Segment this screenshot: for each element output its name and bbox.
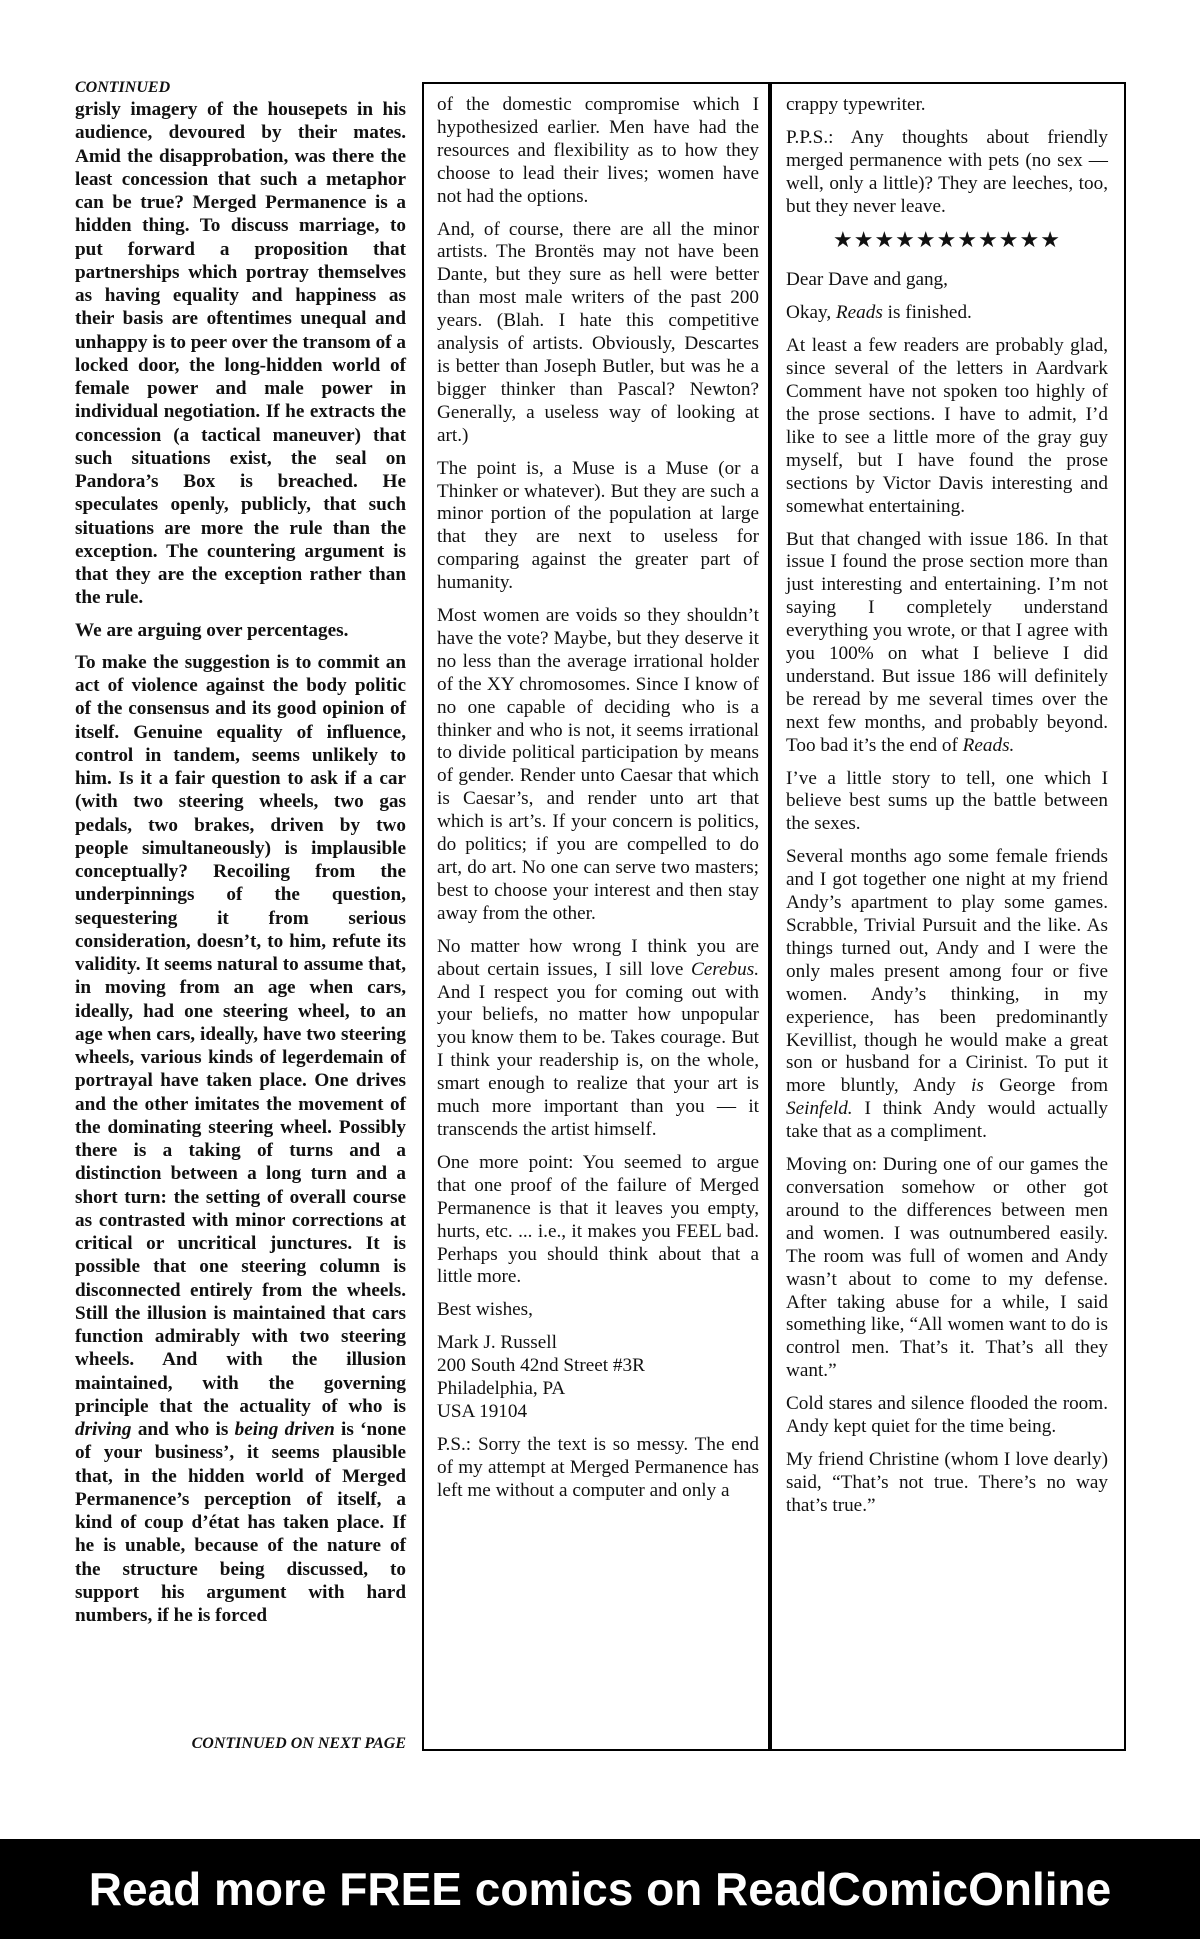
column-3 <box>786 94 1108 1528</box>
col3-paragraph-3: But that changed with issue 186. In that issue I found the prose section more than just interesting and entertaining. I’m not saying I completely understand everything you wrote, or that I agree with you 100% on what I believe I did understand. But issue 186 will definitely be reread by me several times over the next few months, and probably beyond. Too bad it’s the end of Reads. <box>786 528 1108 756</box>
address-country: USA 19104 <box>437 1400 528 1422</box>
col3-paragraph-6: Moving on: During one of our games the conversation somehow or other got around to the differences between men and women. I was outnumbered easily. The room was full of women and Andy wasn’t about to come to my defense. After taking abuse for a while, I said something like, “All women want to do is control men. That’s it. That’s all they want.” <box>786 1154 1108 1382</box>
continued-label: CONTINUED <box>75 79 171 96</box>
continued-next-page-label: CONTINUED ON NEXT PAGE <box>191 1735 406 1752</box>
col2-paragraph-3: The point is, a Muse is a Muse (or a Thinker or whatever). But they are such a minor portion of the population at large that they are next to useless for comparing against the greater part of humanity. <box>437 457 759 594</box>
col1-paragraph-1: grisly imagery of the housepets in his audience, devoured by their mates. Amid the disapprobation, was there the least concession that such a metaphor can be true? Merged Permanence is a hidden thing. To discuss marriage, to put forward a proposition that partnerships which portray themselves as having equality and happiness as their basis are oftentimes unequal and unhappy is to peer over the transom of a locked door, the long-hidden world of female power and male power in individual negotiation. If he extracts the concession (a tactical maneuver) that such situations exist, the seal on Pandora’s Box is breached. He speculates openly, publicly, that such situations are more the rule than the exception. The countering argument is that they are the exception rather than the rule. <box>75 99 406 609</box>
col3-paragraph-1: Okay, Reads is finished. <box>786 302 972 324</box>
signoff: Best wishes, <box>437 1299 533 1321</box>
col3-paragraph-7: Cold stares and silence flooded the room. Andy kept quiet for the time being. <box>786 1393 1108 1438</box>
address-block <box>437 1332 759 1424</box>
address-street: 200 South 42nd Street #3R <box>437 1355 645 1377</box>
col2-paragraph-5: No matter how wrong I think you are about certain issues, I sill love Cerebus. And I respect you for coming out with your beliefs, no matter how unpopular you know them to be. Takes courage. But I think your readership is, on the whole, smart enough to realize that your art is much more important than you — it transcends the artist himself. <box>437 935 759 1140</box>
col3-paragraph-2: At least a few readers are probably glad, since several of the letters in Aardvark Comment have not spoken too highly of the prose sections. I have to admit, I’d like to see a little more of the gray guy myself, but I have found the prose sections by Victor Davis interesting and somewhat entertaining. <box>786 335 1108 517</box>
col2-paragraph-1: of the domestic compromise which I hypothesized earlier. Men have had the resources and flexibility as to how they choose to lead their lives; women have not had the options. <box>437 94 759 207</box>
col2-paragraph-6: One more point: You seemed to argue that one proof of the failure of Merged Permanence is that it leaves you empty, hurts, etc. ... i.e., it makes you FEEL bad. Perhaps you should think about that a little more. <box>437 1151 759 1288</box>
address-name: Mark J. Russell <box>437 1332 557 1354</box>
postscript: P.S.: Sorry the text is so messy. The end of my attempt at Merged Permanence has left me without a computer and only a <box>437 1433 759 1501</box>
col3-paragraph-5: Several months ago some female friends and I got together one night at my friend Andy’s apartment to play some games. Scrabble, Trivial Pursuit and the like. As things turned out, Andy and I were the only males present among four or five women. Andy’s thinking, in my experience, has been predominantly Kevillist, though he would make a great son or husband for a Cirinist. To put it more bluntly, Andy is George from Seinfeld. I think Andy would actually take that as a compliment. <box>786 846 1108 1143</box>
col3-paragraph-0: crappy typewriter. <box>786 94 926 115</box>
column-2 <box>437 94 759 1513</box>
column-1 <box>75 78 407 1752</box>
post-postscript: P.P.S.: Any thoughts about friendly merged permanence with pets (no sex — well, only a little)? They are leeches, too, but they never leave. <box>786 126 1108 217</box>
star-divider: ★★★★★★★★★★★ <box>833 226 1061 252</box>
letter-greeting: Dear Dave and gang, <box>786 269 948 291</box>
address-city: Philadelphia, PA <box>437 1378 566 1400</box>
col2-paragraph-4: Most women are voids so they shouldn’t have the vote? Maybe, but they deserve it no less than the average irrational holder of the XY chromosomes. Since I know of no one capable of deciding who is a thinker and who is not, it seems irrational to divide political participation by means of gender. Render unto Caesar that which is Caesar’s, and render unto art that which is art’s. If your concern is politics, do politics; if you are compelled to do art, do art. No one can serve two masters; best to choose your interest and then stay away from the other. <box>437 605 759 924</box>
col3-paragraph-4: I’ve a little story to tell, one which I believe best sums up the battle between the sexes. <box>786 767 1108 835</box>
promo-banner-text[interactable]: Read more FREE comics on ReadComicOnline <box>88 1863 1112 1915</box>
col1-paragraph-2: We are arguing over percentages. <box>75 619 349 641</box>
col1-paragraph-3: To make the suggestion is to commit an act of violence against the body politic of the consensus and its good opinion of itself. Genuine equality of influence, control in tandem, seems unlikely to him. Is it a fair question to ask if a car (with two steering wheels, two gas pedals, two brakes, driven by two people simultaneously) is implausible conceptually? Recoiling from the underpinnings of the question, sequestering it from serious consideration, doesn’t, to him, refute its validity. It seems natural to assume that, in moving from an age when cars, ideally, had one steering wheel, to an age when cars, ideally, have two steering wheels, various kinds of legerdemain of portrayal have taken place. One drives and the other imitates the movement of the dominating steering wheel. Possibly there is a taking of turns and a distinction between a long turn and a short turn: the setting of overall course as contrasted with minor corrections at critical or uncritical junctures. It is possible that one steering column is disconnected entirely from the wheels. Still the illusion is maintained that cars function admirably with two steering wheels. And with the illusion maintained, with the governing principle that the actuality of who is driving and who is being driven is ‘none of your business’, it seems plausible that, in the hidden world of Merged Permanence’s perception of itself, a kind of coup d’état has taken place. If he is unable, because of the nature of the structure being discussed, to support his argument with hard numbers, if he is forced <box>75 651 407 1626</box>
promo-banner[interactable] <box>0 1839 1200 1939</box>
col2-paragraph-2: And, of course, there are all the minor artists. The Brontës may not have been Dante, but they sure as hell were better than most male writers of the past 200 years. (Blah. I hate this competitive analysis of artists. Obviously, Descartes is better than Joseph Butler, but was he a bigger thinker than Pascal? Newton? Generally, a useless way of looking at art.) <box>437 218 759 446</box>
col3-paragraph-8: My friend Christine (whom I love dearly) said, “That’s not true. There’s no way that’s true.” <box>786 1448 1108 1516</box>
